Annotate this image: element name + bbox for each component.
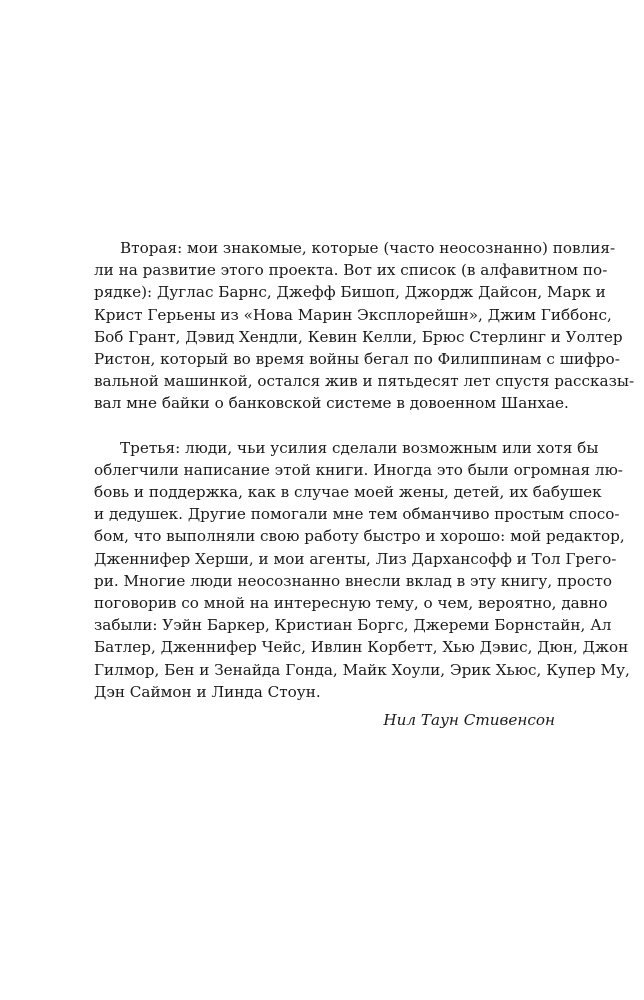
text-line: Дженнифер Херши, и мои агенты, Лиз Дархансофф и Тол Грего- [94,549,617,568]
text-line: Гилмор, Бен и Зенайда Гонда, Майк Хоули, Эрик Хьюс, Купер Му, [94,660,630,679]
text-line: Вторая: мои знакомые, которые (часто неосознанно) повлия- [120,239,616,257]
paragraph-third [94,437,630,703]
text-line: ли на развитие этого проекта. Вот их список (в алфавитном по- [94,261,608,280]
text-line: Боб Грант, Дэвид Хендли, Кевин Келли, Брюс Стерлинг и Уолтер [94,327,623,346]
text-line: Дэн Саймон и Линда Стоун. [94,682,321,701]
text-line: Третья: люди, чьи усилия сделали возможным или хотя бы [120,438,599,457]
text-line: бом, что выполняли свою работу быстро и хорошо: мой редактор, [94,527,625,546]
paragraph-second [94,237,635,415]
text-line: забыли: Уэйн Баркер, Кристиан Боргс, Джереми Борнстайн, Ал [94,616,612,635]
text-line: рядке): Дуглас Барнс, Джефф Бишоп, Джордж Дайсон, Марк и [94,283,606,302]
text-line: вал мне байки о банковской системе в довоенном Шанхае. [94,394,569,413]
text-line: и дедушек. Другие помогали мне тем обманчиво простым спосо- [94,505,620,524]
paragraph-spacer [94,415,555,437]
author-signature: Нил Таун Стивенсон [383,710,555,729]
text-line: вальной машинкой, остался жив и пятьдесят лет спустя рассказы- [94,372,635,391]
text-line: поговорив со мной на интересную тему, о чем, вероятно, давно [94,594,608,612]
text-block [94,237,635,731]
text-line: Крист Герьены из «Нова Марин Эксплорейшн», Джим Гиббонс, [94,305,612,324]
text-line: Ристон, который во время войны бегал по Филиппинам с шифро- [94,349,620,368]
text-line: Батлер, Дженнифер Чейс, Ивлин Корбетт, Хью Дэвис, Дюн, Джон [94,638,629,657]
text-line: облегчили написание этой книги. Иногда это были огромная лю- [94,460,623,479]
text-line: бовь и поддержка, как в случае моей жены, детей, их бабушек [94,483,602,502]
text-line: ри. Многие люди неосознанно внесли вклад в эту книгу, просто [94,571,613,590]
